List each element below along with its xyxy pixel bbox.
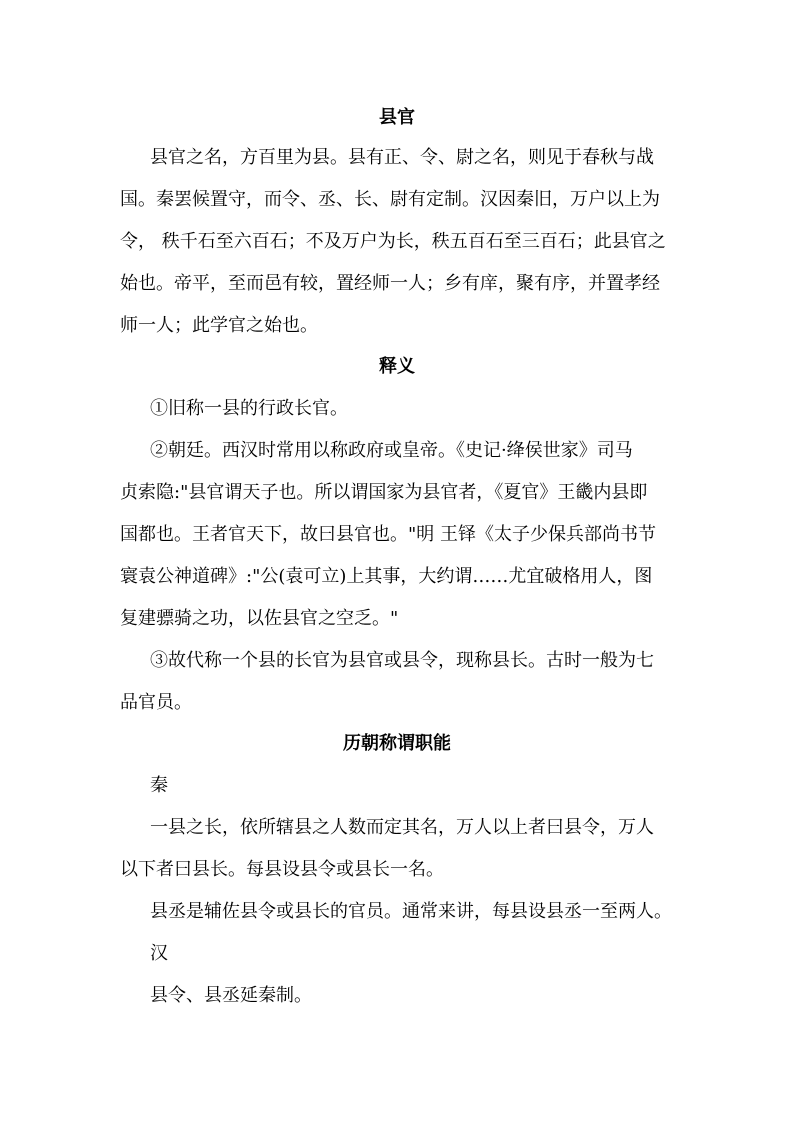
paragraph-line: 一县之长，依所辖县之人数而定其名，万人以上者曰县令，万人 xyxy=(150,817,654,838)
paragraph-line: 县官之名，方百里为县。县有正、令、尉之名，则见于春秋与战 xyxy=(150,147,654,168)
paragraph-line: 令， 秩千石至六百石；不及万户为长，秩五百石至三百石；此县官之 xyxy=(120,231,666,252)
paragraph-line: ③故代称一个县的长官为县官或县令，现称县长。古时一般为七 xyxy=(150,650,654,671)
dynasty-label: 汉 xyxy=(150,943,168,964)
section-title-dynastic-titles: 历朝称谓职能 xyxy=(343,733,451,754)
paragraph-line: 始也。帝平，至而邑有较，置经师一人；乡有庠，聚有序，并置孝经 xyxy=(120,273,660,294)
paragraph-line: 县丞是辅佐县令或县长的官员。通常来讲，每县设县丞一至两人。 xyxy=(150,901,672,922)
dynasty-label: 秦 xyxy=(150,775,168,796)
paragraph-line: 寰袁公神道碑》:"公(袁可立)上其事，大约谓……尤宜破格用人，图 xyxy=(120,566,653,587)
paragraph-line: 师一人；此学官之始也。 xyxy=(120,315,318,336)
paragraph-line: 县令、县丞延秦制。 xyxy=(150,985,312,1006)
paragraph-line: 品官员。 xyxy=(120,692,192,713)
section-title-county-official: 县官 xyxy=(379,107,415,128)
paragraph-line: 以下者曰县长。每县设县令或县长一名。 xyxy=(120,859,444,880)
paragraph-line: ②朝廷。西汉时常用以称政府或皇帝。《史记·绛侯世家》司马 xyxy=(150,440,633,461)
section-title-definition: 释义 xyxy=(379,356,415,377)
paragraph-line: 国都也。王者官天下，故曰县官也。"明 王铎《太子少保兵部尚书节 xyxy=(120,524,656,545)
paragraph-line: 贞索隐:"县官谓天子也。所以谓国家为县官者，《夏官》王畿内县即 xyxy=(120,482,648,503)
paragraph-line: 国。秦罢候置守，而令、丞、长、尉有定制。汉因秦旧，万户以上为 xyxy=(120,189,660,210)
paragraph-line: ①旧称一县的行政长官。 xyxy=(150,398,348,419)
paragraph-line: 复建骠骑之功，以佐县官之空乏。" xyxy=(120,608,399,629)
